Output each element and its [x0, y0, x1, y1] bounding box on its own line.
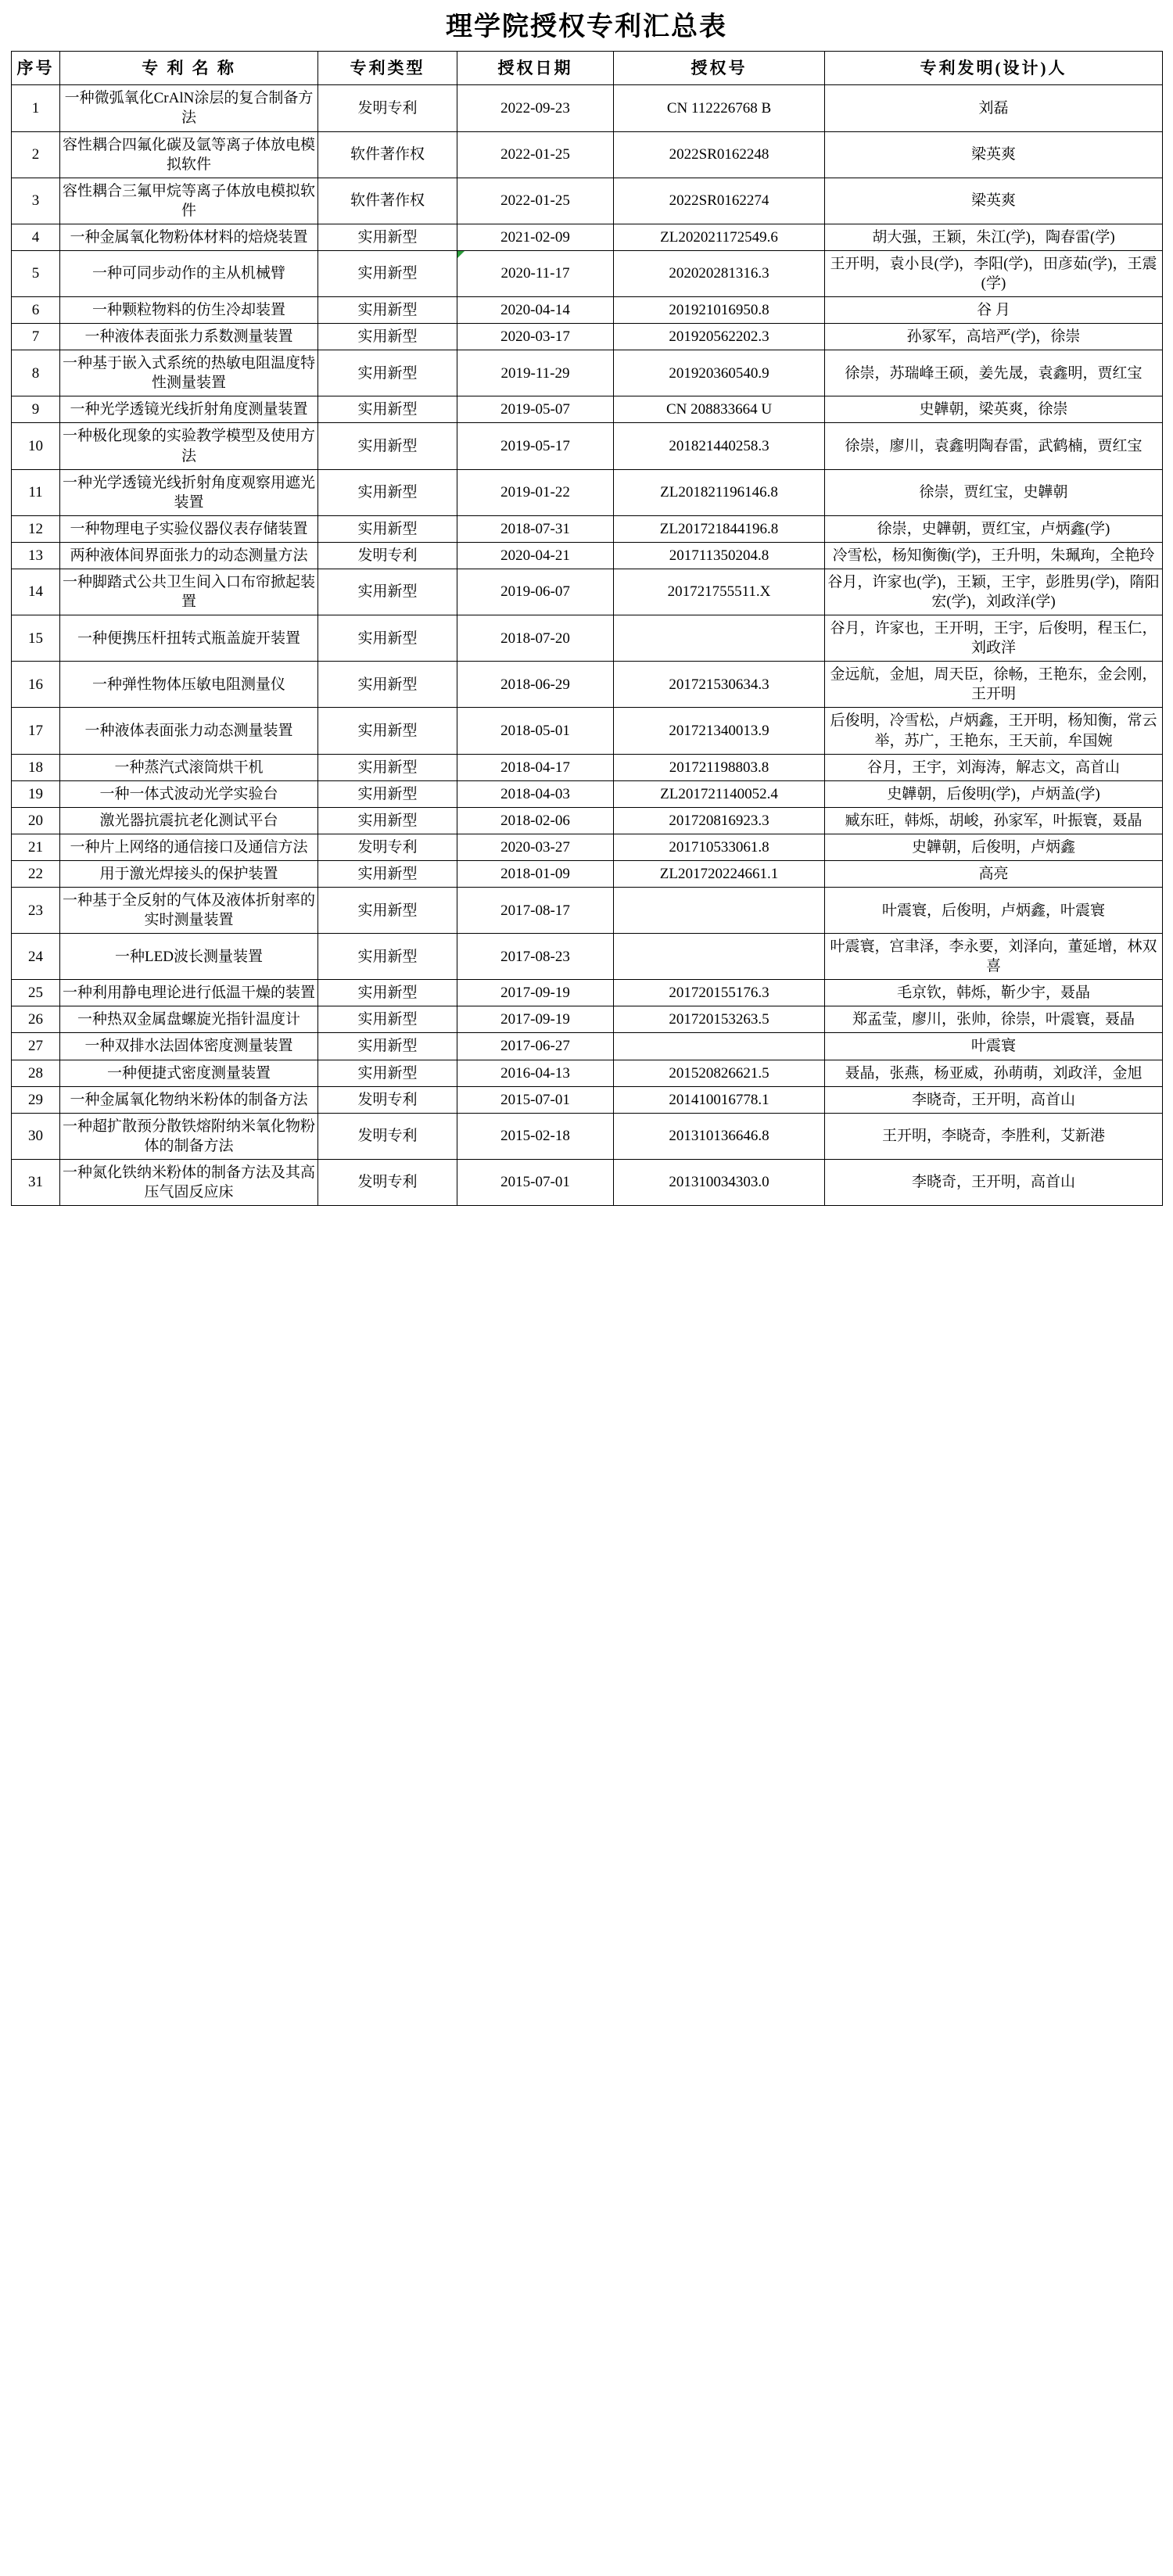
cell-inventors: 刘磊 [825, 85, 1163, 131]
cell-grant-date: 2019-05-07 [457, 396, 614, 423]
cell-patent-type: 发明专利 [318, 1113, 457, 1159]
cell-grant-number: 201920562202.3 [614, 324, 825, 350]
table-row [12, 350, 1163, 396]
cell-grant-number: ZL201821196146.8 [614, 469, 825, 515]
cell-patent-type: 软件著作权 [318, 178, 457, 224]
cell-patent-name: 一种热双金属盘螺旋光指针温度计 [60, 1006, 318, 1033]
cell-patent-name: 一种利用静电理论进行低温干燥的装置 [60, 980, 318, 1006]
cell-patent-type: 实用新型 [318, 250, 457, 296]
cell-inventors: 史韡朝，后俊明(学)，卢炳盖(学) [825, 780, 1163, 807]
header-inventors: 专利发明(设计)人 [825, 52, 1163, 85]
cell-patent-type: 实用新型 [318, 324, 457, 350]
table-row [12, 834, 1163, 860]
cell-grant-date: 2017-09-19 [457, 980, 614, 1006]
cell-index: 7 [12, 324, 60, 350]
cell-grant-number: 201921016950.8 [614, 297, 825, 324]
cell-inventors: 谷月，许家也(学)，王颖，王宇，彭胜男(学)，隋阳宏(学)，刘政洋(学) [825, 569, 1163, 615]
table-header [12, 52, 1163, 85]
cell-index: 4 [12, 224, 60, 250]
cell-inventors: 高亮 [825, 860, 1163, 887]
cell-patent-type: 实用新型 [318, 297, 457, 324]
cell-grant-date: 2022-01-25 [457, 178, 614, 224]
table-row [12, 250, 1163, 296]
table-row [12, 469, 1163, 515]
cell-patent-name: 一种便捷式密度测量装置 [60, 1060, 318, 1086]
cell-patent-type: 实用新型 [318, 780, 457, 807]
cell-patent-type: 实用新型 [318, 396, 457, 423]
cell-patent-type: 实用新型 [318, 708, 457, 754]
cell-inventors: 梁英爽 [825, 131, 1163, 178]
cell-patent-type: 实用新型 [318, 515, 457, 542]
cell-index: 1 [12, 85, 60, 131]
table-row [12, 1033, 1163, 1060]
header-row [12, 52, 1163, 85]
cell-patent-type: 实用新型 [318, 754, 457, 780]
cell-patent-type: 实用新型 [318, 860, 457, 887]
cell-inventors: 后俊明，冷雪松，卢炳鑫，王开明，杨知衡，常云举，苏广，王艳东，王天前，牟国婉 [825, 708, 1163, 754]
cell-index: 9 [12, 396, 60, 423]
cell-index: 13 [12, 542, 60, 569]
cell-index: 16 [12, 662, 60, 708]
cell-grant-number: 201310034303.0 [614, 1159, 825, 1205]
cell-patent-name: 一种金属氧化物纳米粉体的制备方法 [60, 1086, 318, 1113]
cell-inventors: 叶震寰，后俊明，卢炳鑫，叶震寰 [825, 887, 1163, 933]
cell-grant-date: 2020-03-17 [457, 324, 614, 350]
cell-patent-type: 实用新型 [318, 1033, 457, 1060]
cell-patent-name: 一种金属氧化物粉体材料的焙烧装置 [60, 224, 318, 250]
cell-grant-number: 201721340013.9 [614, 708, 825, 754]
patent-summary-table [11, 51, 1163, 1206]
table-row [12, 1060, 1163, 1086]
cell-patent-name: 一种双排水法固体密度测量装置 [60, 1033, 318, 1060]
cell-inventors: 冷雪松，杨知衡衡(学)，王升明，朱珮珣，全艳玲 [825, 542, 1163, 569]
cell-grant-number: 201410016778.1 [614, 1086, 825, 1113]
header-index: 序号 [12, 52, 60, 85]
cell-inventors: 李晓奇，王开明，高首山 [825, 1159, 1163, 1205]
table-row [12, 85, 1163, 131]
cell-grant-number: 201920360540.9 [614, 350, 825, 396]
cell-grant-date: 2015-07-01 [457, 1159, 614, 1205]
cell-patent-type: 发明专利 [318, 1086, 457, 1113]
cell-inventors: 臧东旺，韩烁，胡峻，孙家军，叶振寰，聂晶 [825, 807, 1163, 834]
cell-patent-name: 一种便携压杆扭转式瓶盖旋开装置 [60, 615, 318, 662]
cell-patent-name: 容性耦合四氟化碳及氩等离子体放电模拟软件 [60, 131, 318, 178]
cell-inventors: 谷 月 [825, 297, 1163, 324]
header-grant-date: 授权日期 [457, 52, 614, 85]
cell-patent-type: 发明专利 [318, 85, 457, 131]
cell-grant-number: 201720153263.5 [614, 1006, 825, 1033]
cell-grant-date: 2018-02-06 [457, 807, 614, 834]
cell-grant-date: 2018-07-31 [457, 515, 614, 542]
cell-grant-date: 2015-07-01 [457, 1086, 614, 1113]
cell-grant-number [614, 615, 825, 662]
cell-inventors: 王开明，李晓奇，李胜利，艾新港 [825, 1113, 1163, 1159]
cell-grant-number: 201720155176.3 [614, 980, 825, 1006]
cell-patent-name: 一种光学透镜光线折射角度观察用遮光装置 [60, 469, 318, 515]
cell-grant-number: 201721530634.3 [614, 662, 825, 708]
cell-grant-number: ZL201721140052.4 [614, 780, 825, 807]
document-page [0, 0, 1173, 1220]
cell-inventors: 谷月，王宇，刘海涛，解志文，高首山 [825, 754, 1163, 780]
table-row [12, 396, 1163, 423]
cell-patent-type: 发明专利 [318, 1159, 457, 1205]
cell-index: 25 [12, 980, 60, 1006]
table-row [12, 980, 1163, 1006]
cell-grant-number: 201710533061.8 [614, 834, 825, 860]
cell-inventors: 史韡朝，梁英爽，徐崇 [825, 396, 1163, 423]
cell-index: 24 [12, 934, 60, 980]
cell-grant-number: 202020281316.3 [614, 250, 825, 296]
table-row [12, 780, 1163, 807]
cell-patent-type: 实用新型 [318, 662, 457, 708]
cell-index: 29 [12, 1086, 60, 1113]
cell-grant-number [614, 934, 825, 980]
cell-index: 26 [12, 1006, 60, 1033]
cell-index: 19 [12, 780, 60, 807]
cell-inventors: 聂晶，张燕，杨亚威，孙萌萌，刘政洋，金旭 [825, 1060, 1163, 1086]
cell-grant-number: ZL201721844196.8 [614, 515, 825, 542]
page-title: 理学院授权专利汇总表 [446, 13, 727, 41]
cell-index: 10 [12, 423, 60, 469]
cell-index: 12 [12, 515, 60, 542]
cell-index: 6 [12, 297, 60, 324]
cell-inventors: 梁英爽 [825, 178, 1163, 224]
cell-inventors: 王开明，袁小艮(学)，李阳(学)，田彦茹(学)，王震(学) [825, 250, 1163, 296]
cell-grant-date: 2020-11-17 [457, 250, 614, 296]
cell-patent-type: 实用新型 [318, 350, 457, 396]
cell-grant-date: 2017-06-27 [457, 1033, 614, 1060]
cell-grant-date: 2022-01-25 [457, 131, 614, 178]
table-row [12, 934, 1163, 980]
header-grant-number: 授权号 [614, 52, 825, 85]
cell-patent-name: 激光器抗震抗老化测试平台 [60, 807, 318, 834]
cell-grant-date: 2022-09-23 [457, 85, 614, 131]
cell-index: 5 [12, 250, 60, 296]
cell-patent-type: 实用新型 [318, 569, 457, 615]
cell-grant-date: 2019-06-07 [457, 569, 614, 615]
header-patent-type: 专利类型 [318, 52, 457, 85]
table-row [12, 131, 1163, 178]
table-row [12, 662, 1163, 708]
cell-grant-number: 201720816923.3 [614, 807, 825, 834]
cell-grant-number: 2022SR0162274 [614, 178, 825, 224]
cell-inventors: 徐崇，苏瑞峰王硕，姜先晟，袁鑫明，贾红宝 [825, 350, 1163, 396]
cell-patent-type: 发明专利 [318, 542, 457, 569]
cell-grant-date: 2020-04-21 [457, 542, 614, 569]
cell-index: 20 [12, 807, 60, 834]
cell-patent-type: 实用新型 [318, 224, 457, 250]
cell-patent-type: 实用新型 [318, 1006, 457, 1033]
cell-index: 2 [12, 131, 60, 178]
table-row [12, 615, 1163, 662]
cell-index: 15 [12, 615, 60, 662]
cell-grant-date: 2017-08-23 [457, 934, 614, 980]
cell-patent-type: 发明专利 [318, 834, 457, 860]
table-row [12, 1113, 1163, 1159]
cell-inventors: 徐崇，史韡朝，贾红宝，卢炳鑫(学) [825, 515, 1163, 542]
cell-index: 22 [12, 860, 60, 887]
cell-patent-name: 一种蒸汽式滚筒烘干机 [60, 754, 318, 780]
cell-index: 31 [12, 1159, 60, 1205]
cell-grant-date: 2017-08-17 [457, 887, 614, 933]
cell-inventors: 史韡朝，后俊明，卢炳鑫 [825, 834, 1163, 860]
cell-patent-name: 一种超扩散预分散铁熔附纳米氧化物粉体的制备方法 [60, 1113, 318, 1159]
cell-grant-number: 201520826621.5 [614, 1060, 825, 1086]
cell-inventors: 毛京钦，韩烁，靳少宇，聂晶 [825, 980, 1163, 1006]
cell-inventors: 叶震寰，宫聿泽，李永要，刘泽向，董延增，林双喜 [825, 934, 1163, 980]
cell-grant-number: 201721198803.8 [614, 754, 825, 780]
cell-inventors: 郑孟莹，廖川，张帅，徐崇，叶震寰，聂晶 [825, 1006, 1163, 1033]
table-row [12, 324, 1163, 350]
cell-grant-date: 2018-04-03 [457, 780, 614, 807]
table-row [12, 297, 1163, 324]
cell-grant-number: ZL201720224661.1 [614, 860, 825, 887]
cell-grant-number [614, 1033, 825, 1060]
cell-inventors: 李晓奇，王开明，高首山 [825, 1086, 1163, 1113]
cell-grant-date: 2018-06-29 [457, 662, 614, 708]
cell-patent-type: 实用新型 [318, 469, 457, 515]
cell-grant-number: CN 112226768 B [614, 85, 825, 131]
cell-index: 18 [12, 754, 60, 780]
cell-index: 8 [12, 350, 60, 396]
cell-grant-number [614, 887, 825, 933]
table-row [12, 569, 1163, 615]
cell-patent-type: 实用新型 [318, 980, 457, 1006]
cell-patent-name: 一种颗粒物料的仿生冷却装置 [60, 297, 318, 324]
cell-index: 28 [12, 1060, 60, 1086]
cell-grant-date: 2020-04-14 [457, 297, 614, 324]
cell-patent-name: 一种LED波长测量装置 [60, 934, 318, 980]
table-row [12, 887, 1163, 933]
cell-grant-number: 201711350204.8 [614, 542, 825, 569]
cell-grant-date: 2020-03-27 [457, 834, 614, 860]
table-row [12, 708, 1163, 754]
cell-inventors: 叶震寰 [825, 1033, 1163, 1060]
cell-patent-name: 一种液体表面张力动态测量装置 [60, 708, 318, 754]
table-row [12, 754, 1163, 780]
cell-grant-date: 2018-04-17 [457, 754, 614, 780]
cell-patent-type: 实用新型 [318, 1060, 457, 1086]
cell-grant-date: 2018-01-09 [457, 860, 614, 887]
cell-index: 11 [12, 469, 60, 515]
cell-patent-type: 实用新型 [318, 887, 457, 933]
cell-index: 23 [12, 887, 60, 933]
cell-patent-type: 实用新型 [318, 807, 457, 834]
cell-index: 14 [12, 569, 60, 615]
cell-grant-date: 2019-05-17 [457, 423, 614, 469]
table-row [12, 224, 1163, 250]
cell-grant-number: 2022SR0162248 [614, 131, 825, 178]
cell-patent-name: 一种可同步动作的主从机械臂 [60, 250, 318, 296]
cell-grant-number: 201310136646.8 [614, 1113, 825, 1159]
cell-grant-number: ZL202021172549.6 [614, 224, 825, 250]
table-row [12, 1006, 1163, 1033]
cell-index: 27 [12, 1033, 60, 1060]
cell-patent-name: 一种脚踏式公共卫生间入口布帘掀起装置 [60, 569, 318, 615]
cell-patent-name: 一种弹性物体压敏电阻测量仪 [60, 662, 318, 708]
table-row [12, 542, 1163, 569]
cell-grant-number: CN 208833664 U [614, 396, 825, 423]
cell-patent-name: 一种基于全反射的气体及液体折射率的实时测量装置 [60, 887, 318, 933]
cell-patent-name: 容性耦合三氟甲烷等离子体放电模拟软件 [60, 178, 318, 224]
cell-inventors: 谷月，许家也，王开明，王宇，后俊明，程玉仁，刘政洋 [825, 615, 1163, 662]
cell-grant-number: 201721755511.X [614, 569, 825, 615]
cell-grant-date: 2019-01-22 [457, 469, 614, 515]
cell-inventors: 金远航，金旭，周天臣，徐畅，王艳东，金会刚，王开明 [825, 662, 1163, 708]
cell-index: 3 [12, 178, 60, 224]
table-row [12, 860, 1163, 887]
cell-patent-type: 软件著作权 [318, 131, 457, 178]
cell-grant-date: 2016-04-13 [457, 1060, 614, 1086]
cell-patent-name: 用于激光焊接头的保护装置 [60, 860, 318, 887]
cell-patent-name: 一种光学透镜光线折射角度测量装置 [60, 396, 318, 423]
table-row [12, 515, 1163, 542]
cell-grant-date: 2017-09-19 [457, 1006, 614, 1033]
cell-patent-name: 一种极化现象的实验教学模型及使用方法 [60, 423, 318, 469]
cell-grant-date: 2015-02-18 [457, 1113, 614, 1159]
cell-grant-date: 2019-11-29 [457, 350, 614, 396]
cell-patent-name: 一种片上网络的通信接口及通信方法 [60, 834, 318, 860]
cell-index: 30 [12, 1113, 60, 1159]
cell-grant-date: 2021-02-09 [457, 224, 614, 250]
cell-patent-type: 实用新型 [318, 615, 457, 662]
cell-inventors: 徐崇，廖川，袁鑫明陶春雷，武鹤楠，贾红宝 [825, 423, 1163, 469]
cell-patent-name: 一种一体式波动光学实验台 [60, 780, 318, 807]
table-row [12, 423, 1163, 469]
header-patent-name: 专 利 名 称 [60, 52, 318, 85]
table-row [12, 1159, 1163, 1205]
cell-patent-name: 一种液体表面张力系数测量装置 [60, 324, 318, 350]
table-row [12, 1086, 1163, 1113]
cell-patent-name: 一种微弧氧化CrAlN涂层的复合制备方法 [60, 85, 318, 131]
cell-index: 21 [12, 834, 60, 860]
table-row [12, 178, 1163, 224]
cell-index: 17 [12, 708, 60, 754]
table-row [12, 807, 1163, 834]
cell-inventors: 胡大强，王颖，朱江(学)，陶春雷(学) [825, 224, 1163, 250]
table-body [12, 85, 1163, 1206]
cell-inventors: 孙冢军，高培严(学)，徐崇 [825, 324, 1163, 350]
cell-patent-type: 实用新型 [318, 934, 457, 980]
cell-patent-type: 实用新型 [318, 423, 457, 469]
cell-patent-name: 两种液体间界面张力的动态测量方法 [60, 542, 318, 569]
cell-grant-number: 201821440258.3 [614, 423, 825, 469]
cell-grant-date: 2018-07-20 [457, 615, 614, 662]
cell-grant-date: 2018-05-01 [457, 708, 614, 754]
cell-inventors: 徐崇，贾红宝，史韡朝 [825, 469, 1163, 515]
cell-patent-name: 一种物理电子实验仪器仪表存储装置 [60, 515, 318, 542]
cell-patent-name: 一种基于嵌入式系统的热敏电阻温度特性测量装置 [60, 350, 318, 396]
cell-patent-name: 一种氮化铁纳米粉体的制备方法及其高压气固反应床 [60, 1159, 318, 1205]
